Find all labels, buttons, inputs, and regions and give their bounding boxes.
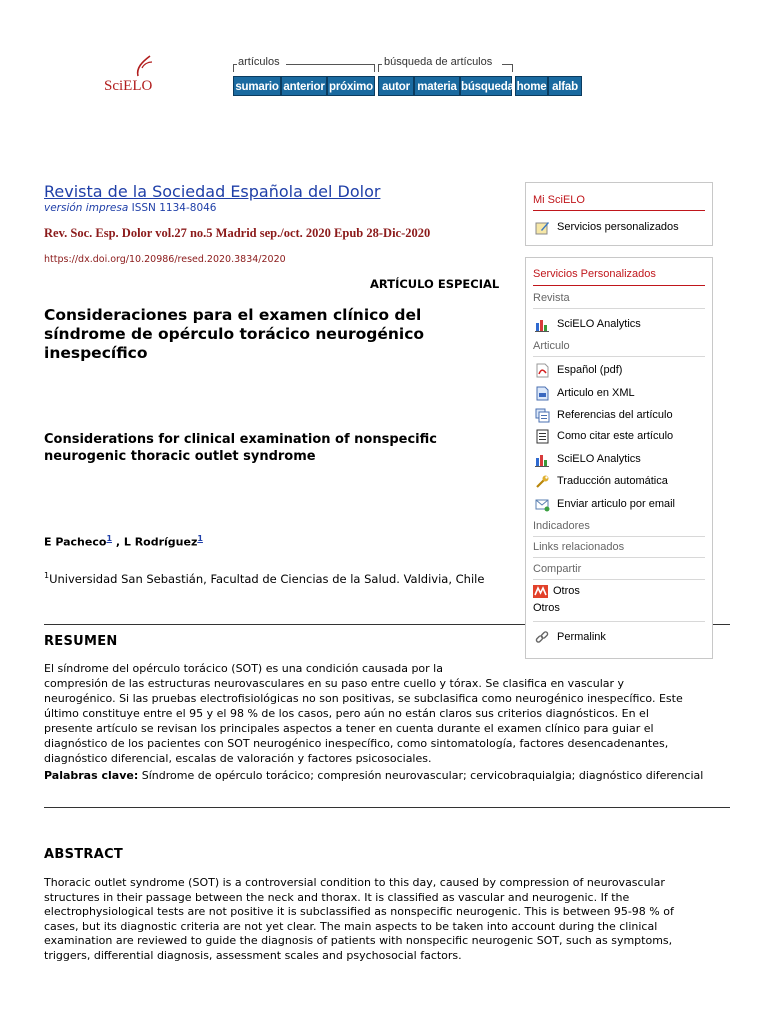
article-title-en: Considerations for clinical examination of nonspecific neurogenic thoracic outlet syndrome — [44, 432, 437, 464]
resumen-heading: RESUMEN — [44, 634, 118, 649]
sidebar-item-label: Servicios personalizados — [557, 221, 679, 233]
author-name: , L Rodríguez — [112, 535, 198, 549]
palabras-clave — [44, 769, 730, 783]
journal-issn — [44, 202, 217, 214]
sidebar-item-permalink[interactable] — [535, 629, 606, 645]
articulo-subheading: Articulo — [533, 340, 570, 352]
sidebar-item-label: Traducción automática — [557, 475, 668, 487]
citation-document-icon — [535, 429, 550, 444]
divider — [44, 807, 730, 808]
affiliation — [44, 571, 484, 586]
resumen-line: diagnóstico de los pacientes con SOT neurogénico inespecífico, como sintomatología, factores desencadenantes, — [44, 737, 669, 750]
share-otros-icon — [533, 584, 548, 599]
sidebar-item-analytics[interactable] — [535, 451, 641, 467]
abstract-line: electrophysiological tests are not positive it is subclassified as nonspecific neurogenic. This is between 95-98 % of — [44, 905, 674, 918]
nav-group-tick — [374, 64, 375, 72]
nav-group-line — [286, 64, 374, 65]
revista-subheading: Revista — [533, 292, 570, 304]
doi-link[interactable]: https://dx.doi.org/10.20986/resed.2020.3834/2020 — [44, 254, 286, 265]
wrench-icon — [535, 474, 550, 489]
abstract-line: examination are reviewed to guide the diagnosis of patients with nonspecific neurogenic SOT, such as symptoms, — [44, 934, 673, 947]
nav-group-busqueda-label: búsqueda de artículos — [384, 56, 493, 68]
abstract-text — [44, 876, 730, 963]
references-icon — [535, 408, 550, 423]
abstract-line: triggers, differential diagnosis, assessment scales and psychosocial factors. — [44, 948, 462, 962]
compartir-subheading: Compartir — [533, 563, 582, 575]
article-title-es: Consideraciones para el examen clínico del síndrome de opérculo torácico neurogénico inespecífico — [44, 306, 425, 362]
resumen-line: El síndrome del opérculo torácico (SOT) es una condición causada por la — [44, 662, 443, 675]
keywords-text: Síndrome de opérculo torácico; compresión neurovascular; cervicobraquialgia; diagnóstico diferencial — [138, 769, 704, 782]
nav-group-articulos-label: artículos — [238, 56, 280, 68]
abstract-line: cases, but its diagnostic criteria are not yet clear. The main aspects to be taken into account during the clinical — [44, 919, 658, 933]
scielo-logo-mark — [134, 54, 154, 78]
nav-anterior-button[interactable]: anterior — [281, 76, 327, 96]
resumen-line: diagnóstico diferencial, escalas de valoración y factores psicosociales. — [44, 752, 432, 765]
sidebar-item-pdf[interactable] — [535, 362, 622, 378]
nav-group-line — [502, 64, 512, 65]
sidebar-item-label: Español (pdf) — [557, 364, 623, 376]
nav-autor-button[interactable]: autor — [378, 76, 414, 96]
sidebar-mi-scielo — [525, 182, 713, 246]
version-label: versión impresa — [44, 202, 129, 214]
subheading-rule — [533, 557, 705, 558]
subheading-rule — [533, 621, 705, 622]
sidebar-item-label: Articulo en XML — [557, 387, 635, 399]
affiliation-number: 1 — [44, 571, 50, 580]
xml-document-icon — [535, 386, 550, 401]
mi-scielo-heading: Mi SciELO — [533, 194, 585, 206]
scielo-logo-text: SciELO — [104, 78, 153, 94]
subheading-rule — [533, 579, 705, 580]
resumen-line: último constituye entre el 95 y el 98 % de los casos, pero aún no están claros sus criterios diagnósticos. En el — [44, 707, 649, 720]
authors — [44, 534, 203, 549]
author-name: E Pacheco — [44, 535, 107, 549]
abstract-line: Thoracic outlet syndrome (SOT) is a controversial condition to this day, caused by compression of neurovascular — [44, 876, 665, 889]
abstract-line: structures in their passage between the neck and thorax. It is classified as vascular and neurogenic. If the — [44, 890, 630, 904]
scielo-logo[interactable] — [104, 78, 152, 95]
affiliation-text: Universidad San Sebastián, Facultad de Ciencias de la Salud. Valdivia, Chile — [49, 571, 485, 586]
nav-group-tick — [512, 64, 513, 72]
resumen-text — [44, 661, 730, 766]
link-chain-icon — [535, 630, 550, 645]
sidebar-item-traduccion[interactable] — [535, 473, 668, 489]
bar-chart-icon — [535, 317, 550, 332]
links-relacionados-subheading[interactable]: Links relacionados — [533, 541, 625, 553]
sidebar-item-label: Enviar articulo por email — [557, 498, 675, 510]
heading-rule — [533, 285, 705, 286]
nav-busqueda-button[interactable]: búsqueda — [460, 76, 512, 96]
sidebar-item-revista-analytics[interactable] — [535, 316, 641, 332]
sidebar-item-label: Referencias del artículo — [557, 409, 673, 421]
sidebar-item-referencias[interactable] — [535, 407, 673, 423]
sidebar-services — [525, 257, 713, 659]
sidebar-item-label: SciELO Analytics — [557, 453, 641, 465]
abstract-heading: ABSTRACT — [44, 847, 124, 862]
issn-value: ISSN 1134-8046 — [128, 202, 217, 214]
nav-proximo-button[interactable]: próximo — [327, 76, 375, 96]
resumen-line: neurogénico. Si las pruebas electrofisiológicas no son positivas, se subclasifica como neurogénico inespecífico. Este — [44, 692, 683, 705]
sidebar-item-label: Permalink — [557, 631, 606, 643]
bar-chart-icon — [535, 452, 550, 467]
nav-alfab-button[interactable]: alfab — [548, 76, 582, 96]
heading-rule — [533, 210, 705, 211]
nav-group-tick — [233, 64, 234, 72]
nav-materia-button[interactable]: materia — [414, 76, 460, 96]
pdf-icon — [535, 363, 550, 378]
keywords-label: Palabras clave: — [44, 769, 139, 782]
sidebar-item-servicios-personalizados[interactable] — [535, 219, 679, 235]
subheading-rule — [533, 536, 705, 537]
journal-title-link[interactable]: Revista de la Sociedad Española del Dolor — [44, 182, 381, 201]
nav-sumario-button[interactable]: sumario — [233, 76, 281, 96]
indicadores-subheading[interactable]: Indicadores — [533, 520, 590, 532]
affiliation-ref-link[interactable]: 1 — [197, 534, 203, 543]
citation-line: Rev. Soc. Esp. Dolor vol.27 no.5 Madrid sep./oct. 2020 Epub 28-Dic-2020 — [44, 226, 431, 240]
sidebar-item-label: Como citar este artículo — [557, 430, 674, 442]
affiliation-ref-link[interactable]: 1 — [106, 534, 113, 543]
sidebar-item-xml[interactable] — [535, 385, 635, 401]
nav-group-tick — [378, 64, 379, 72]
services-heading: Servicios Personalizados — [533, 268, 656, 280]
sidebar-item-otros-share[interactable] — [533, 583, 580, 599]
sidebar-item-label: SciELO Analytics — [557, 318, 641, 330]
nav-home-button[interactable]: home — [515, 76, 548, 96]
sidebar-item-label: Otros — [553, 585, 580, 597]
email-icon — [535, 497, 550, 512]
sidebar-item-como-citar[interactable] — [535, 428, 673, 444]
edit-icon — [535, 220, 550, 235]
sidebar-item-email[interactable] — [535, 496, 675, 512]
subheading-rule — [533, 356, 705, 357]
resumen-line: presente artículo se revisan los principales aspectos a tener en cuenta durante el examen clínico para guiar el — [44, 722, 654, 735]
sidebar-item-otros[interactable]: Otros — [533, 602, 560, 614]
subheading-rule — [533, 308, 705, 309]
article-section: ARTÍCULO ESPECIAL — [370, 277, 500, 291]
resumen-line: compresión de las estructuras neurovasculares en su paso entre cuello y tórax. Se clasifica en vascular y — [44, 677, 625, 690]
